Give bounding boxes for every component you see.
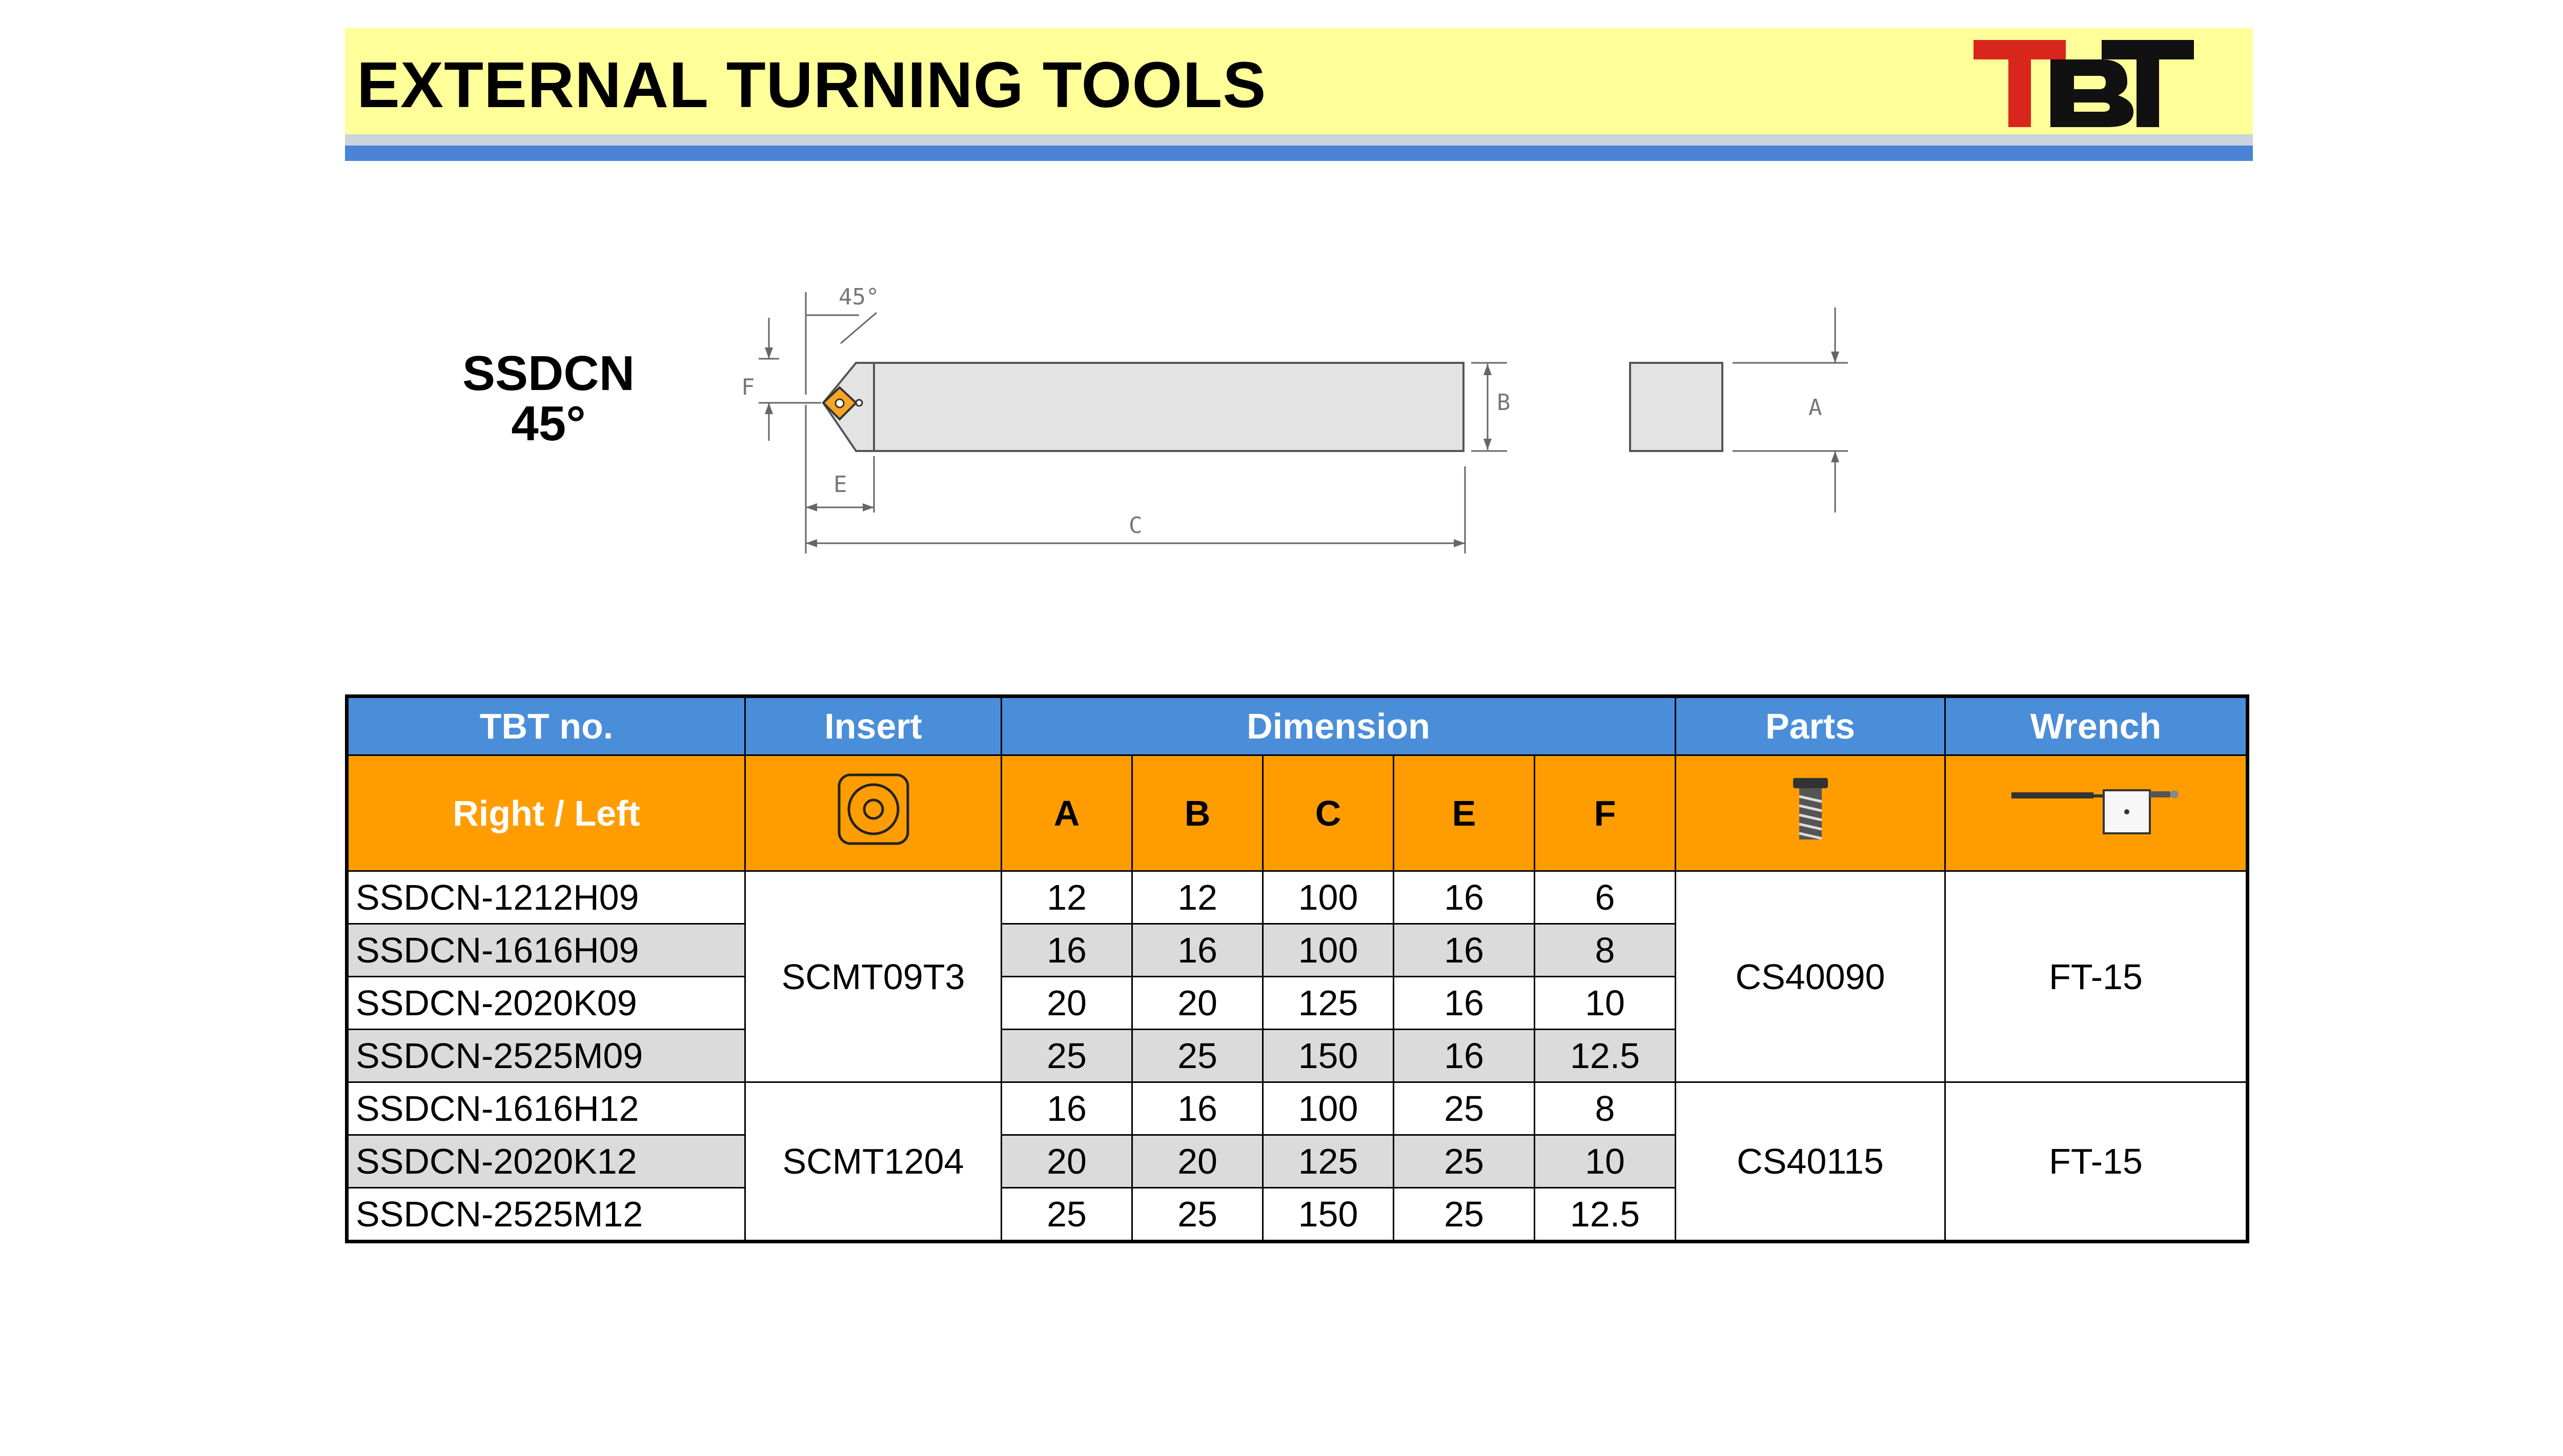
spec-table — [345, 694, 2249, 1243]
model-name: SSDCN — [462, 346, 635, 401]
insert-cell: SCMT1204 — [745, 1082, 1002, 1242]
dim-label-f: F — [741, 374, 755, 400]
row-b: 12 — [1132, 871, 1263, 924]
header-divider-gray — [345, 134, 2253, 146]
col-insert: Insert — [745, 696, 1002, 755]
row-c: 100 — [1263, 924, 1394, 977]
row-a: 25 — [1002, 1188, 1132, 1242]
row-c: 150 — [1263, 1188, 1394, 1242]
col-b: B — [1132, 755, 1263, 871]
col-dimension: Dimension — [1002, 696, 1676, 755]
row-model: SSDCN-1616H09 — [347, 924, 745, 977]
screw-icon — [1676, 755, 1945, 871]
dim-label-a: A — [1808, 395, 1822, 421]
col-c: C — [1263, 755, 1394, 871]
table-header-row — [347, 696, 2248, 755]
model-angle: 45° — [511, 396, 586, 451]
col-f: F — [1535, 755, 1676, 871]
table-row — [347, 1082, 2248, 1135]
wrench-cell: FT-15 — [1945, 871, 2248, 1082]
wrench-icon — [1945, 755, 2248, 871]
row-b: 16 — [1132, 1082, 1263, 1135]
row-f: 12.5 — [1535, 1188, 1676, 1242]
tool-shank — [874, 363, 1463, 451]
header-bar — [345, 28, 2253, 134]
row-f: 6 — [1535, 871, 1676, 924]
row-a: 20 — [1002, 977, 1132, 1030]
row-e: 25 — [1394, 1188, 1535, 1242]
page-title: EXTERNAL TURNING TOOLS — [357, 49, 1267, 121]
row-a: 12 — [1002, 871, 1132, 924]
col-tbt-no: TBT no. — [347, 696, 745, 755]
row-f: 8 — [1535, 924, 1676, 977]
angle-label: 45° — [839, 287, 880, 310]
col-e: E — [1394, 755, 1535, 871]
row-b: 20 — [1132, 977, 1263, 1030]
row-a: 25 — [1002, 1030, 1132, 1082]
row-a: 16 — [1002, 1082, 1132, 1135]
row-model: SSDCN-1212H09 — [347, 871, 745, 924]
row-model: SSDCN-1616H12 — [347, 1082, 745, 1135]
dim-label-b: B — [1497, 389, 1511, 416]
row-b: 25 — [1132, 1188, 1263, 1242]
row-c: 100 — [1263, 871, 1394, 924]
row-c: 125 — [1263, 1135, 1394, 1188]
row-f: 8 — [1535, 1082, 1676, 1135]
row-b: 25 — [1132, 1030, 1263, 1082]
row-f: 10 — [1535, 1135, 1676, 1188]
col-wrench: Wrench — [1945, 696, 2248, 755]
row-e: 25 — [1394, 1135, 1535, 1188]
row-model: SSDCN-2020K09 — [347, 977, 745, 1030]
row-e: 16 — [1394, 1030, 1535, 1082]
table-row — [347, 871, 2248, 924]
col-a: A — [1002, 755, 1132, 871]
row-e: 16 — [1394, 924, 1535, 977]
row-model: SSDCN-2525M12 — [347, 1188, 745, 1242]
row-c: 125 — [1263, 977, 1394, 1030]
model-label — [420, 348, 677, 449]
tbt-logo — [1974, 40, 2194, 130]
tool-drawing — [738, 287, 1866, 564]
header-divider-blue — [345, 146, 2253, 161]
col-right-left: Right / Left — [347, 755, 745, 871]
col-parts: Parts — [1676, 696, 1945, 755]
dim-label-c: C — [1129, 512, 1143, 539]
row-c: 100 — [1263, 1082, 1394, 1135]
parts-cell: CS40090 — [1676, 871, 1945, 1082]
row-a: 16 — [1002, 924, 1132, 977]
row-model: SSDCN-2020K12 — [347, 1135, 745, 1188]
row-f: 12.5 — [1535, 1030, 1676, 1082]
row-e: 25 — [1394, 1082, 1535, 1135]
row-b: 20 — [1132, 1135, 1263, 1188]
parts-cell: CS40115 — [1676, 1082, 1945, 1242]
wrench-cell: FT-15 — [1945, 1082, 2248, 1242]
shank-end-view — [1630, 363, 1722, 451]
row-a: 20 — [1002, 1135, 1132, 1188]
table-subheader-row — [347, 755, 2248, 871]
row-b: 16 — [1132, 924, 1263, 977]
row-e: 16 — [1394, 871, 1535, 924]
row-f: 10 — [1535, 977, 1676, 1030]
insert-cell: SCMT09T3 — [745, 871, 1002, 1082]
insert-shape-icon — [745, 755, 1002, 871]
row-e: 16 — [1394, 977, 1535, 1030]
row-c: 150 — [1263, 1030, 1394, 1082]
row-model: SSDCN-2525M09 — [347, 1030, 745, 1082]
dim-label-e: E — [833, 471, 847, 498]
